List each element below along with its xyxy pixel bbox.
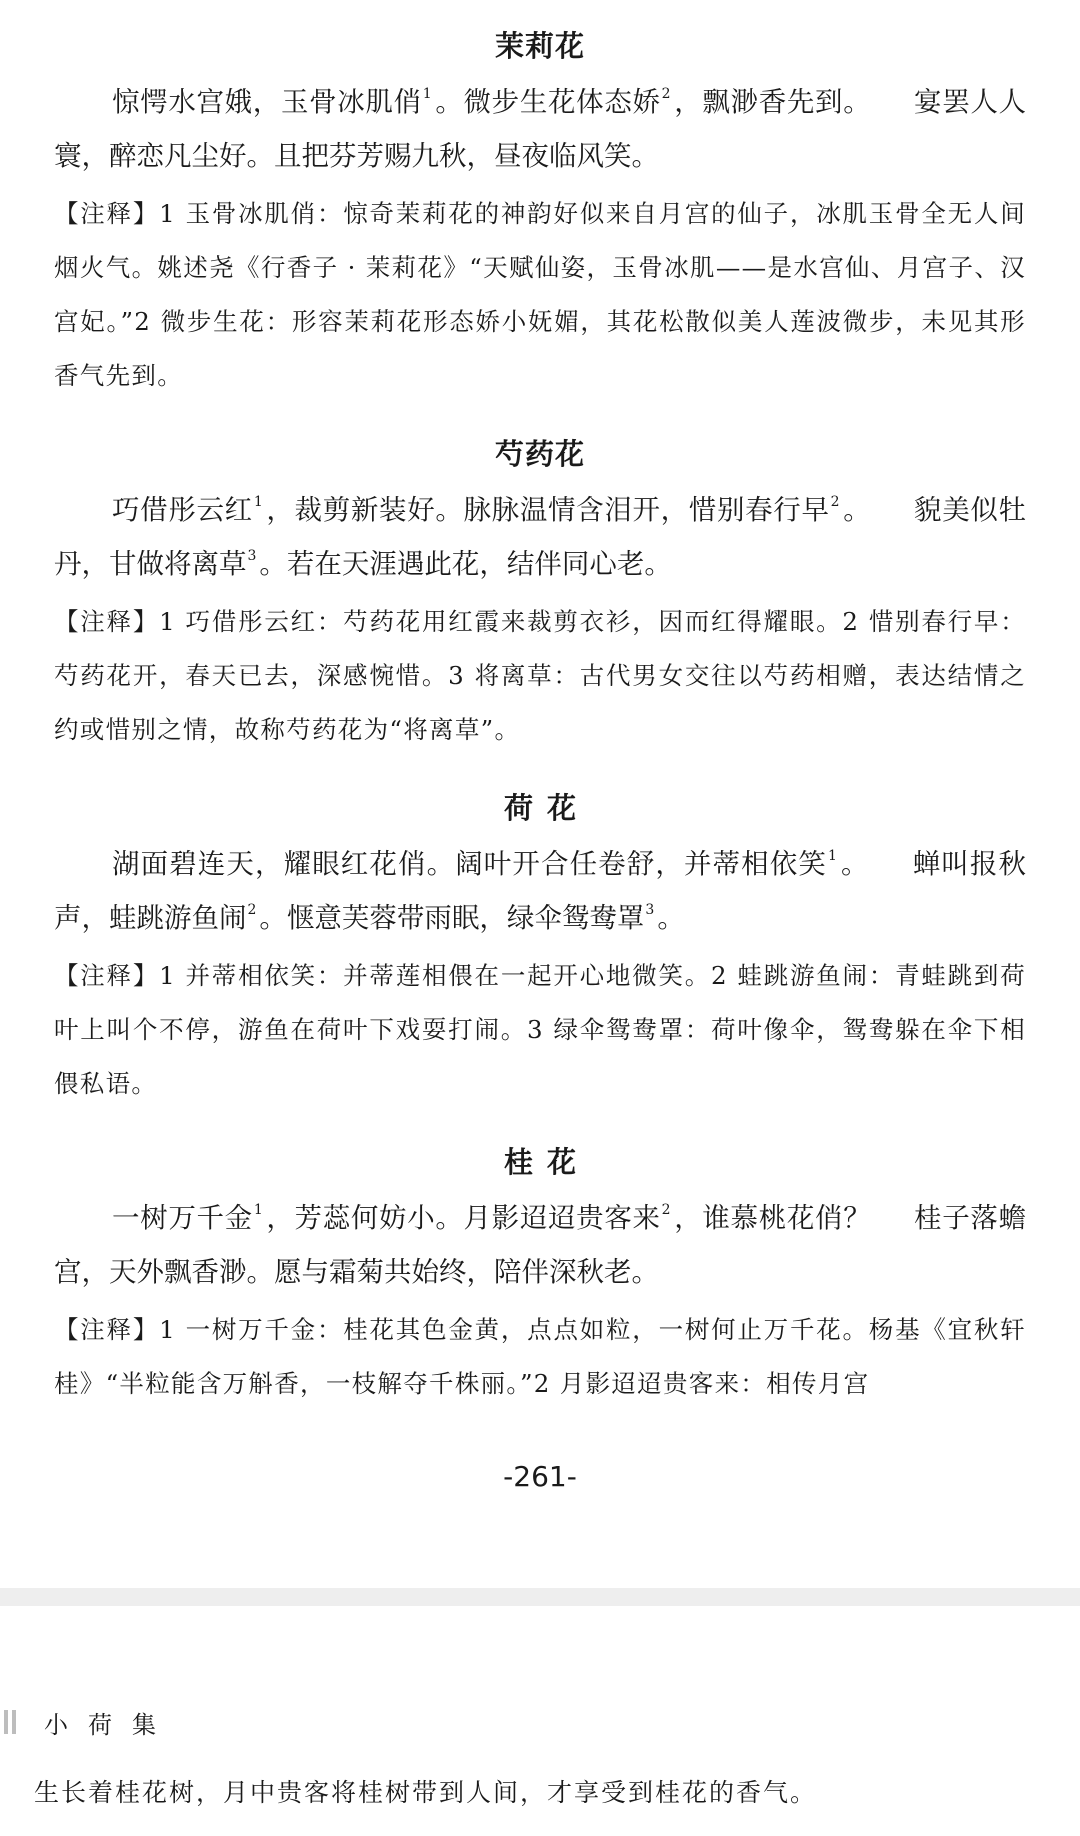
section-title: 荷花: [503, 791, 590, 825]
poem-text: 巧借彤云红$^1$ ，裁剪新装好。脉脉温情含泪开，惜别春行早$^2$ 。 貌美似牡丹，甘做将离草$^3$ 。若在天涯遇此花，结伴同心老。: [54, 494, 1027, 580]
page-content: [54, 22, 1026, 1411]
running-header: [0, 1702, 176, 1742]
footnote-mark: 1: [253, 1202, 263, 1218]
poem-text: 一树万千金$^1$ ，芳蕊何妨小。月影迢迢贵客来$^2$ ，谁慕桃花俏？ 桂子落蟾宫，天外飘香渺。愿与霜菊共始终，陪伴深秋老。: [54, 1202, 1027, 1288]
annotation: 【注释】1 一树万千金：桂花其色金黄，点点如粒，一树何止万千花。杨基《宜秋轩桂》“半粒能含万斛香，一枝解夺千株丽。”2 月影迢迢贵客来：相传月宫: [54, 1315, 1026, 1398]
section-lotus: [54, 784, 1026, 1111]
footnote-mark: 1: [827, 848, 837, 864]
section-peony: [54, 430, 1026, 757]
footnote-mark: 1: [253, 494, 263, 510]
section-title: 茉莉花: [494, 29, 585, 63]
page-262: [0, 1606, 1080, 1836]
header-title: 小荷集: [44, 1710, 176, 1739]
section-osmanthus: [54, 1138, 1026, 1411]
section-title: 芍药花: [494, 437, 585, 471]
page-divider: [0, 1588, 1080, 1606]
page-number: -261-: [503, 1460, 577, 1493]
header-bars-icon: [4, 1710, 16, 1734]
footnote-mark: 1: [422, 86, 432, 102]
footnote-mark: 2: [661, 86, 671, 102]
footnote-mark: 2: [661, 1202, 671, 1218]
annotation: 【注释】1 玉骨冰肌俏：惊奇茉莉花的神韵好似来自月宫的仙子，冰肌玉骨全无人间烟火气。姚述尧《行香子 · 茉莉花》“天赋仙姿，玉骨冰肌——是水宫仙、月宫子、汉宫妃。”2 微步生花：形容茉莉花形态娇小妩媚，其花松散似美人莲波微步，未见其形香气先到。: [54, 199, 1026, 390]
footnote-mark: 2: [247, 902, 257, 918]
section-jasmine: [54, 22, 1026, 403]
annotation: 【注释】1 并蒂相依笑：并蒂莲相偎在一起开心地微笑。2 蛙跳游鱼闹：青蛙跳到荷叶上叫个不停，游鱼在荷叶下戏耍打闹。3 绿伞鸳鸯罩：荷叶像伞，鸳鸯躲在伞下相偎私语。: [54, 961, 1026, 1098]
continued-annotation: 生长着桂花树，月中贵客将桂树带到人间，才享受到桂花的香气。: [34, 1778, 818, 1807]
footnote-mark: 3: [645, 902, 655, 918]
footnote-mark: 2: [830, 494, 840, 510]
footnote-mark: 3: [247, 548, 257, 564]
annotation: 【注释】1 巧借彤云红：芍药花用红霞来裁剪衣衫，因而红得耀眼。2 惜别春行早：芍药花开，春天已去，深感惋惜。3 将离草：古代男女交往以芍药相赠，表达结情之约或惜别之情，故称芍药花为“将离草”。: [54, 607, 1026, 744]
poem-text: 湖面碧连天，耀眼红花俏。阔叶开合任卷舒，并蒂相依笑$^1$ 。 蝉叫报秋声，蛙跳游鱼闹$^2$ 。惬意芙蓉带雨眠，绿伞鸳鸯罩$^3$ 。: [54, 848, 1027, 934]
poem-text: 惊愕水宫娥，玉骨冰肌俏$^1$ 。微步生花体态娇$^2$ ，飘渺香先到。 宴罢人人寰，醉恋凡尘好。且把芬芳赐九秋，昼夜临风笑。: [54, 86, 1027, 172]
section-title: 桂花: [503, 1145, 590, 1179]
